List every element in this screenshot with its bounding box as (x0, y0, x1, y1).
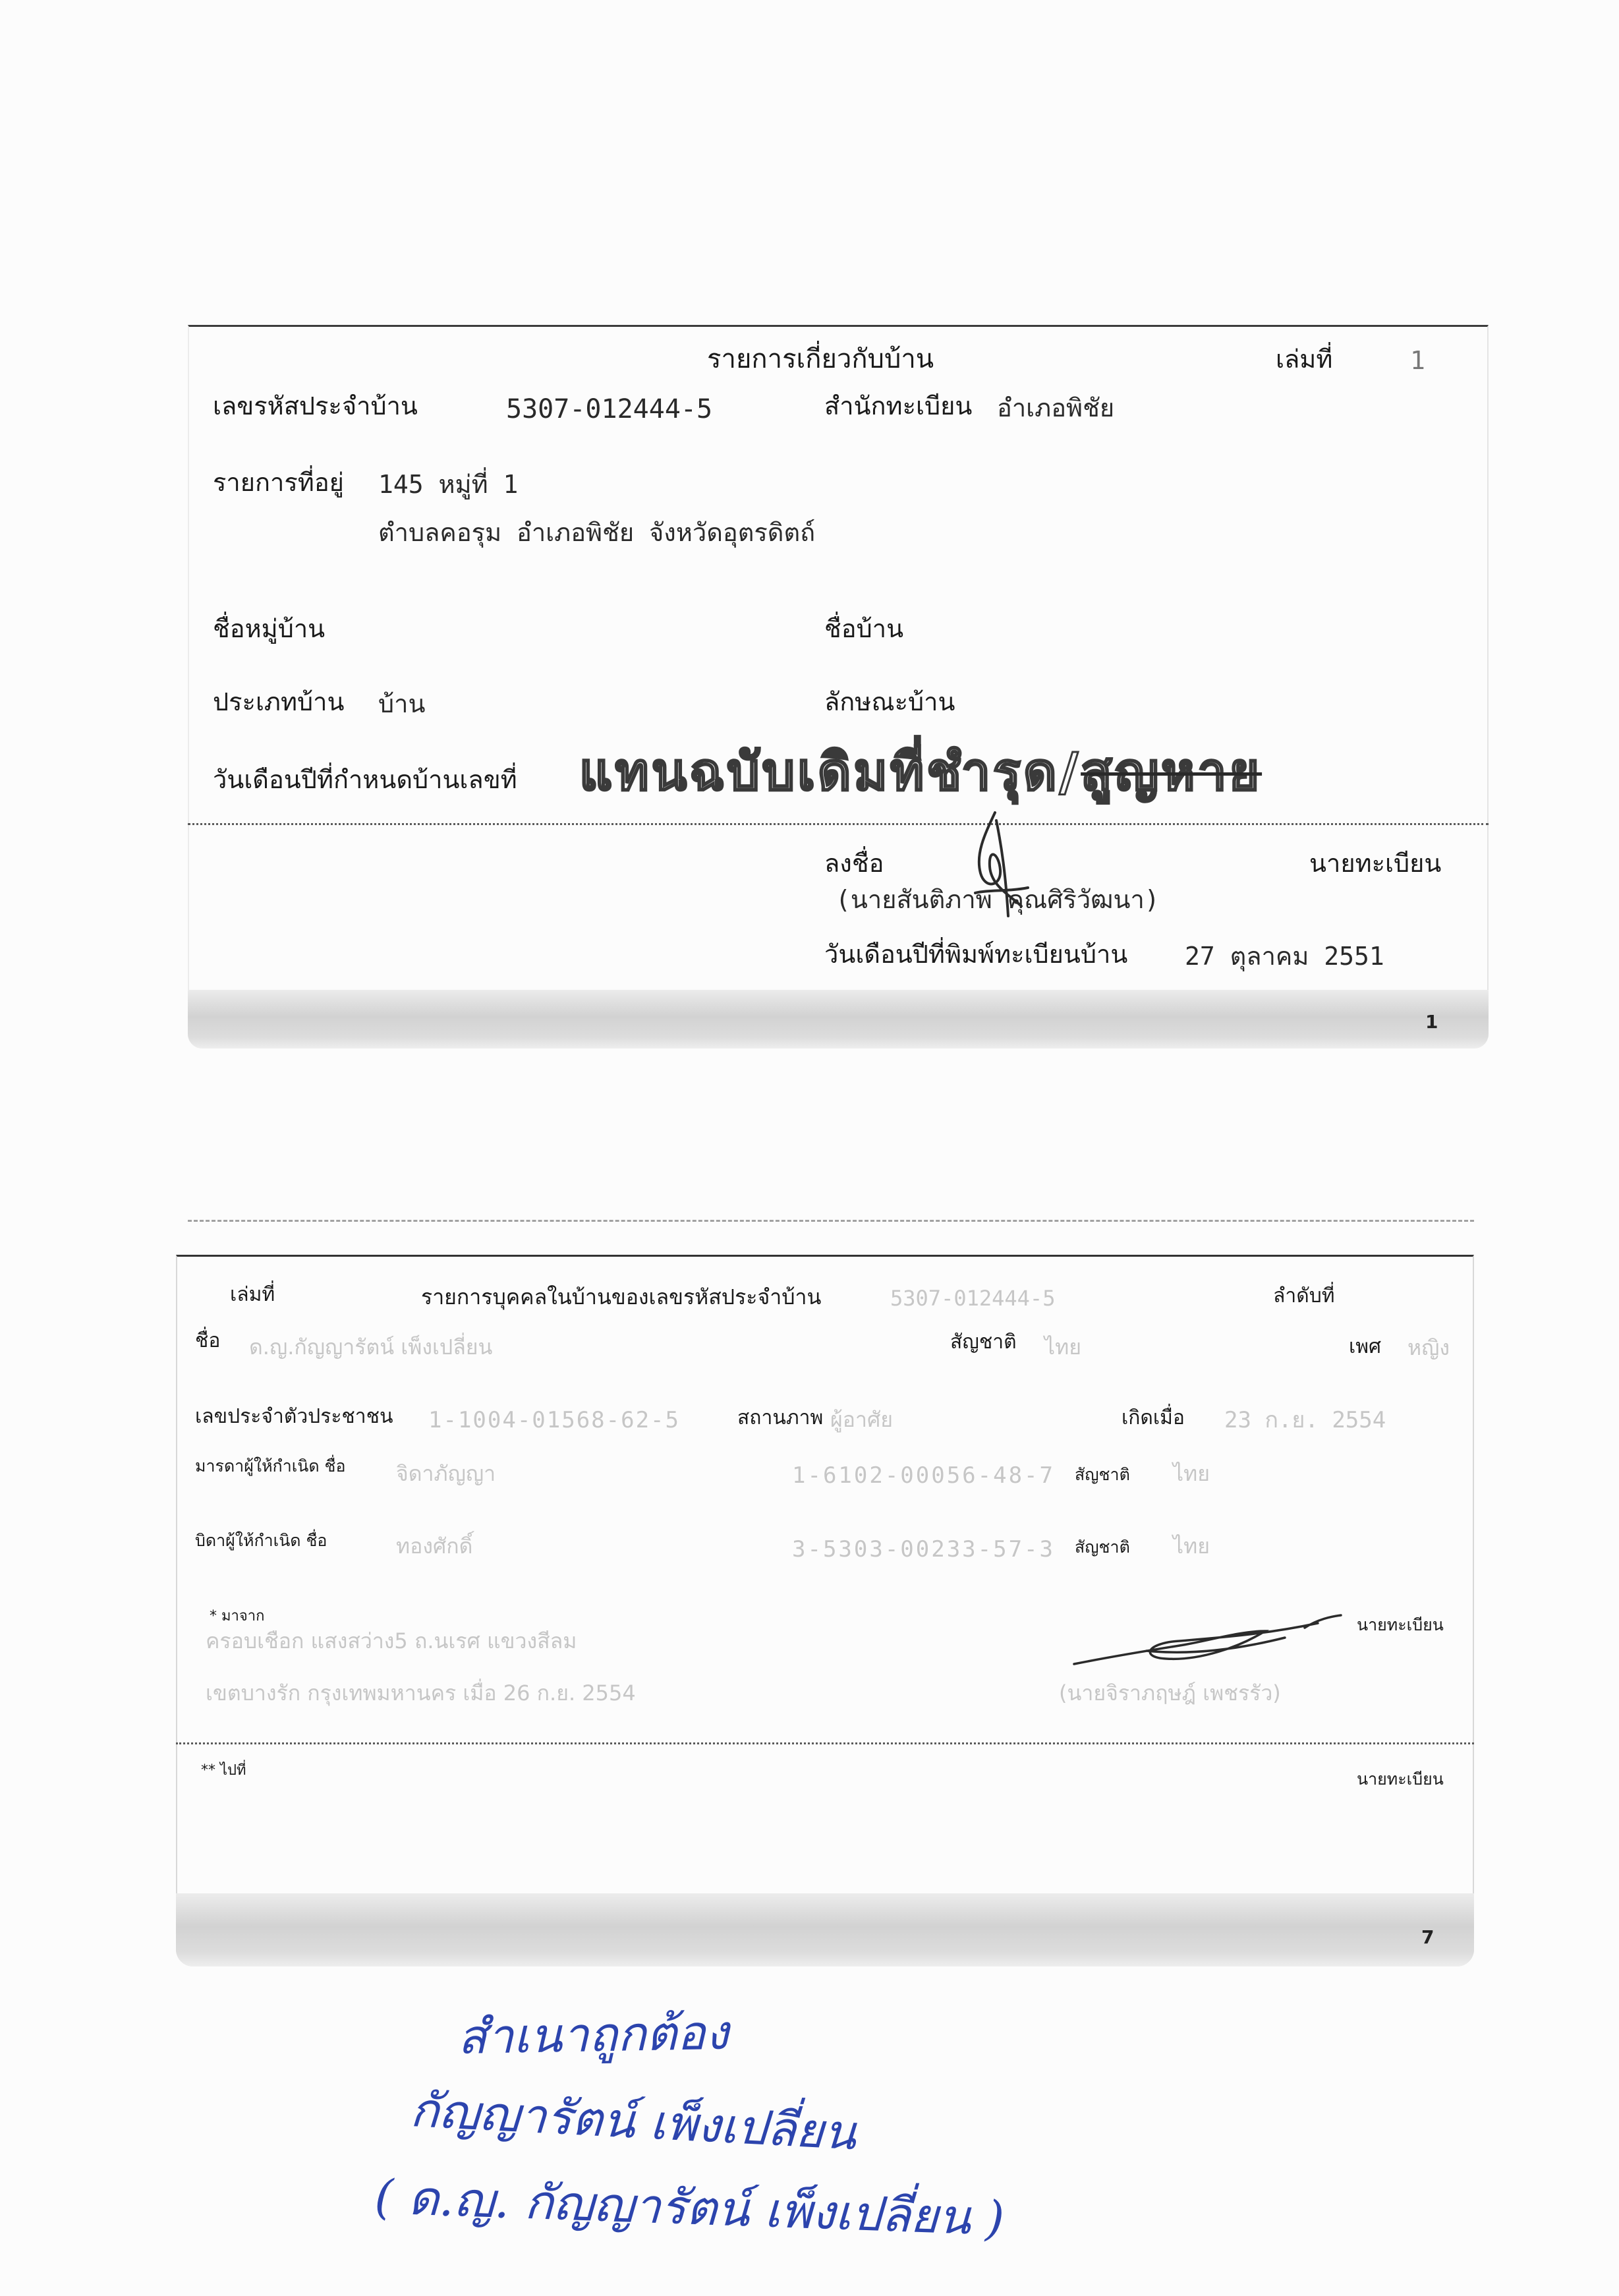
house-code: 5307-012444-5 (506, 394, 713, 424)
page-number: 7 (1421, 1926, 1434, 1948)
registry-label: สำนักทะเบียน (824, 391, 973, 420)
nationality-label: สัญชาติ (950, 1331, 1017, 1354)
mother-id: 1-6102-00056-48-7 (792, 1462, 1055, 1489)
registrar-name: (นายสันติภาพ คุณศิริวัฒนา) (836, 885, 1160, 914)
name-label: ชื่อ (195, 1329, 221, 1352)
book-number: 1 (1410, 346, 1425, 375)
stamp-struck-text: สูญหาย (1081, 743, 1263, 802)
father-label: บิดาผู้ให้กำเนิด ชื่อ (195, 1531, 327, 1550)
mother-nationality: ไทย (1173, 1461, 1210, 1486)
father-id: 3-5303-00233-57-3 (792, 1536, 1055, 1563)
divider-dotted (176, 1742, 1474, 1744)
father-nationality: ไทย (1173, 1534, 1210, 1559)
father-nationality-label: สัญชาติ (1075, 1537, 1130, 1557)
person-info-card (176, 1255, 1474, 1966)
birth-label: เกิดเมื่อ (1122, 1406, 1185, 1429)
house-type-label: ประเภทบ้าน (213, 687, 345, 716)
house-name-label: ชื่อบ้าน (824, 614, 904, 643)
print-date-label: วันเดือนปีที่พิมพ์ทะเบียนบ้าน (824, 940, 1128, 969)
assigned-date-label: วันเดือนปีที่กำหนดบ้านเลขที่ (213, 765, 517, 794)
book-label: เล่มที่ (1276, 345, 1333, 374)
sign-label: ลงชื่อ (824, 849, 884, 878)
house-info-title: รายการเกี่ยวกับบ้าน (707, 344, 934, 374)
print-date: 27 ตุลาคม 2551 (1185, 942, 1384, 971)
mother-nationality-label: สัญชาติ (1075, 1465, 1130, 1484)
address-line-2: ตำบลคอรุม อำเภอพิชัย จังหวัดอุตรดิตถ์ (378, 518, 816, 547)
moved-to-label: ** ไปที่ (201, 1762, 246, 1779)
house-code-label: เลขรหัสประจำบ้าน (213, 391, 418, 420)
mother-name: จิดาภัญญา (396, 1461, 496, 1486)
status-label: สถานภาพ (737, 1406, 824, 1429)
id-label: เลขประจำตัวประชาชน (195, 1405, 393, 1428)
house-code: 5307-012444-5 (890, 1286, 1056, 1311)
stamp-text: แทนฉบับเดิมที่ชำรุด/ (579, 743, 1081, 802)
moved-from-label: * มาจาก (210, 1608, 265, 1624)
handwritten-signature-name: กัญญารัตน์ เพ็งเปลี่ยน (409, 2082, 858, 2161)
registry-office: อำเภอพิชัย (997, 393, 1115, 422)
book-label: เล่มที่ (230, 1283, 275, 1306)
sex: หญิง (1407, 1335, 1450, 1360)
moved-from-line-2: เขตบางรัก กรุงเทพมหานคร เมื่อ 26 ก.ย. 2554 (206, 1680, 636, 1706)
registrar-signature (1067, 1611, 1344, 1674)
house-nature-label: ลักษณะบ้าน (824, 687, 955, 716)
nationality: ไทย (1044, 1335, 1081, 1360)
mother-label: มารดาผู้ให้กำเนิด ชื่อ (195, 1456, 346, 1476)
registrar-name: (นายจิราภฤษฎ์ เพชรรัว) (1059, 1680, 1281, 1706)
divider-dashed (188, 1220, 1474, 1222)
village-name-label: ชื่อหมู่บ้าน (213, 614, 326, 643)
handwritten-printed-name: ( ด.ญ. กัญญารัตน์ เพ็งเปลี่ยน ) (374, 2169, 1006, 2247)
person-name: ด.ญ.กัญญารัตน์ เพ็งเปลี่ยน (249, 1335, 493, 1360)
card-footer-band (188, 990, 1489, 1048)
card-footer-band (176, 1893, 1474, 1966)
registrar-label: นายทะเบียน (1309, 849, 1442, 878)
father-name: ทองศักดิ์ (396, 1534, 473, 1559)
moved-from-line-1: ครอบเชือก แสงสว่าง5 ถ.นเรศ แขวงสีลม (206, 1628, 577, 1653)
divider-dotted (188, 823, 1489, 825)
person-info-title: รายการบุคคลในบ้านของเลขรหัสประจำบ้าน (421, 1284, 822, 1309)
replacement-stamp (579, 743, 1262, 803)
address-label: รายการที่อยู่ (213, 468, 344, 497)
address-line-1: 145 หมู่ที่ 1 (378, 470, 519, 499)
status: ผู้อาศัย (830, 1407, 893, 1432)
order-label: ลำดับที่ (1273, 1284, 1335, 1307)
id-number: 1-1004-01568-62-5 (428, 1407, 680, 1433)
registrar-label: นายทะเบียน (1357, 1615, 1444, 1634)
house-type: บ้าน (378, 689, 426, 718)
birth-date: 23 ก.ย. 2554 (1224, 1407, 1386, 1433)
certified-copy-note: สำเนาถูกต้อง (457, 2004, 729, 2065)
page-number: 1 (1425, 1011, 1438, 1033)
sex-label: เพศ (1349, 1335, 1382, 1358)
to-registrar-label: นายทะเบียน (1357, 1769, 1444, 1789)
